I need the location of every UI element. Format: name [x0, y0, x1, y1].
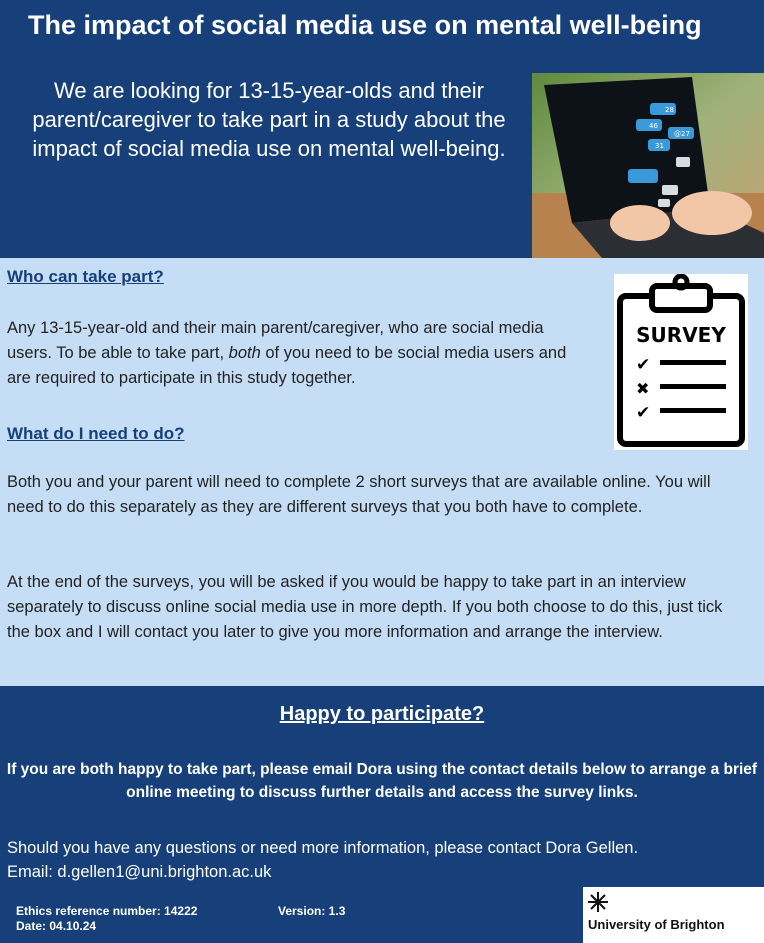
check-mark-1: ✔: [636, 355, 651, 375]
contact-email: Email: d.gellen1@uni.brighton.ac.uk: [7, 863, 272, 881]
todo-paragraph-2: At the end of the surveys, you will be asked if you would be happy to take part in an interview separately to discuss online social media use in more depth. If you both choose to do this, just tick the box and I will contact you later to give you more information and arrange the interview.: [7, 573, 723, 641]
participate-heading: Happy to participate?: [279, 703, 485, 725]
university-logo: [583, 887, 764, 943]
todo-paragraph-1: Both you and your parent will need to complete 2 short surveys that are available online. You will need to do this separately as they are different surveys that you both have to complete.: [7, 473, 711, 516]
version-label: Version: 1.3: [278, 904, 346, 918]
ethics-reference: Ethics reference number: 14222: [16, 904, 198, 918]
who-text: [7, 316, 582, 391]
badge-count-3: @27: [674, 130, 690, 138]
who-text-end: of you need to be social media users and are required to participate in this study together.: [7, 344, 567, 387]
who-text-emphasis: both: [228, 344, 261, 362]
star-emblem-icon: [587, 891, 609, 913]
laptop-social-media-photo: [532, 73, 764, 258]
contact-info: [7, 836, 638, 884]
badge-count-4: 31: [655, 142, 664, 150]
todo-heading: What do I need to do?: [7, 424, 185, 443]
survey-clipboard-icon: [614, 274, 748, 450]
who-text-start: Any 13-15-year-old and their main parent/caregiver, who are social media users. To be able to take part,: [7, 319, 544, 362]
survey-label: SURVEY: [636, 323, 726, 347]
intro-text: We are looking for 13-15-year-olds and their parent/caregiver to take part in a study about the impact of social media use on mental well-being.: [32, 78, 506, 161]
badge-count-1: 28: [665, 106, 674, 114]
badge-count-2: 46: [649, 122, 658, 130]
questions-text: Should you have any questions or need more information, please contact Dora Gellen.: [7, 839, 639, 857]
page-title: The impact of social media use on mental well-being: [28, 10, 702, 40]
cross-mark: ✖: [636, 379, 650, 398]
ethics-info: [16, 904, 197, 934]
who-heading: Who can take part?: [7, 267, 164, 286]
check-mark-2: ✔: [636, 403, 651, 423]
university-name: University of Brighton: [588, 917, 725, 932]
document-date: Date: 04.10.24: [16, 919, 97, 933]
email-call-to-action: If you are both happy to take part, please email Dora using the contact details below to arrange a brief online meeting to discuss further details and access the survey links.: [6, 761, 758, 801]
